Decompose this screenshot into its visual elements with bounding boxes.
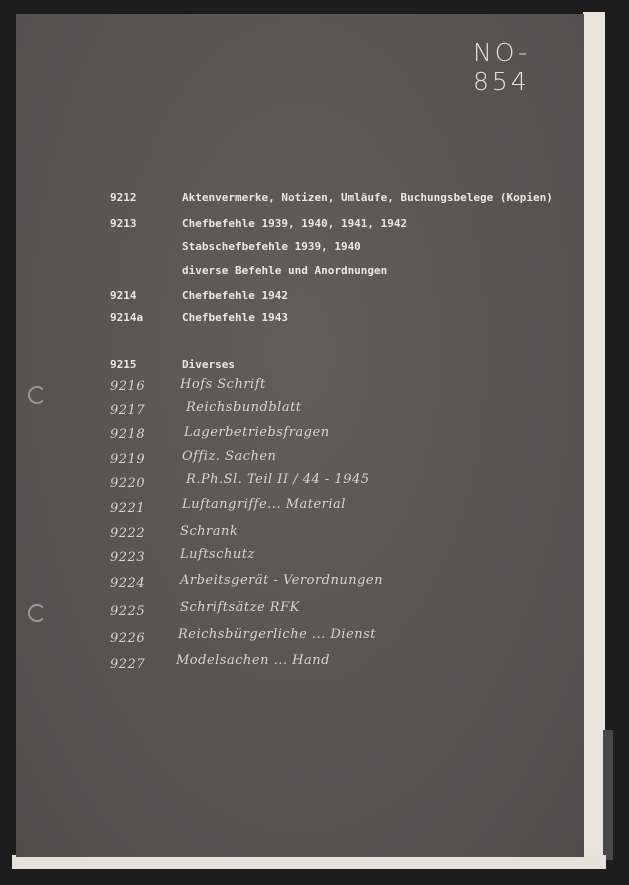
- handwritten-text: Schriftsätze RFK: [180, 600, 300, 615]
- handwritten-text: Hofs Schrift: [180, 377, 266, 392]
- handwritten-number: 9218: [110, 427, 146, 442]
- handwritten-number: 9224: [110, 576, 146, 591]
- document-page: [16, 14, 584, 857]
- paper-edge-bottom: [12, 855, 606, 869]
- handwritten-text: Luftschutz: [180, 547, 255, 562]
- handwritten-number: 9227: [110, 657, 146, 672]
- handwritten-text: Schrank: [180, 524, 239, 539]
- entry-text: Aktenvermerke, Notizen, Umläufe, Buchungsbelege (Kopien): [182, 191, 553, 204]
- entry-text: Chefbefehle 1943: [182, 311, 288, 324]
- paper-edge-right: [583, 12, 605, 867]
- handwritten-text: Reichsbürgerliche ... Dienst: [178, 627, 376, 642]
- handwritten-text: Modelsachen ... Hand: [176, 653, 330, 668]
- handwritten-number: 9226: [110, 631, 146, 646]
- handwritten-number: 9217: [110, 403, 146, 418]
- punch-hole-bottom: [28, 604, 46, 622]
- handwritten-number: 9220: [110, 476, 146, 491]
- entry-text: Chefbefehle 1939, 1940, 1941, 1942: [182, 217, 408, 230]
- entry-text: Stabschefbefehle 1939, 1940: [182, 240, 361, 253]
- entry-text: diverse Befehle und Anordnungen: [182, 264, 388, 277]
- entry-number: 9213: [110, 217, 137, 230]
- entry-text: Diverses: [182, 358, 235, 371]
- entry-number: 9214: [110, 289, 137, 302]
- entry-number: 9214a: [110, 311, 144, 324]
- handwritten-text: Reichsbundblatt: [186, 400, 302, 415]
- handwritten-number: 9219: [110, 452, 146, 467]
- entry-text: Chefbefehle 1942: [182, 289, 288, 302]
- handwritten-number: 9225: [110, 604, 146, 619]
- handwritten-number: 9223: [110, 550, 146, 565]
- entry-number: 9215: [110, 358, 137, 371]
- handwritten-number: 9221: [110, 501, 146, 516]
- handwritten-text: Offiz. Sachen: [182, 449, 277, 464]
- handwritten-number: 9216: [110, 379, 146, 394]
- handwritten-number: 9222: [110, 526, 146, 541]
- handwritten-text: Lagerbetriebsfragen: [184, 425, 330, 440]
- handwritten-text: R.Ph.Sl. Teil II / 44 - 1945: [186, 472, 370, 487]
- handwritten-text: Arbeitsgerät - Verordnungen: [180, 573, 384, 588]
- handwritten-text: Luftangriffe... Material: [182, 497, 346, 512]
- document-number: NO-854: [473, 38, 531, 96]
- entry-number: 9212: [110, 191, 137, 204]
- paper-edge-shadow: [603, 730, 613, 860]
- punch-hole-top: [28, 386, 46, 404]
